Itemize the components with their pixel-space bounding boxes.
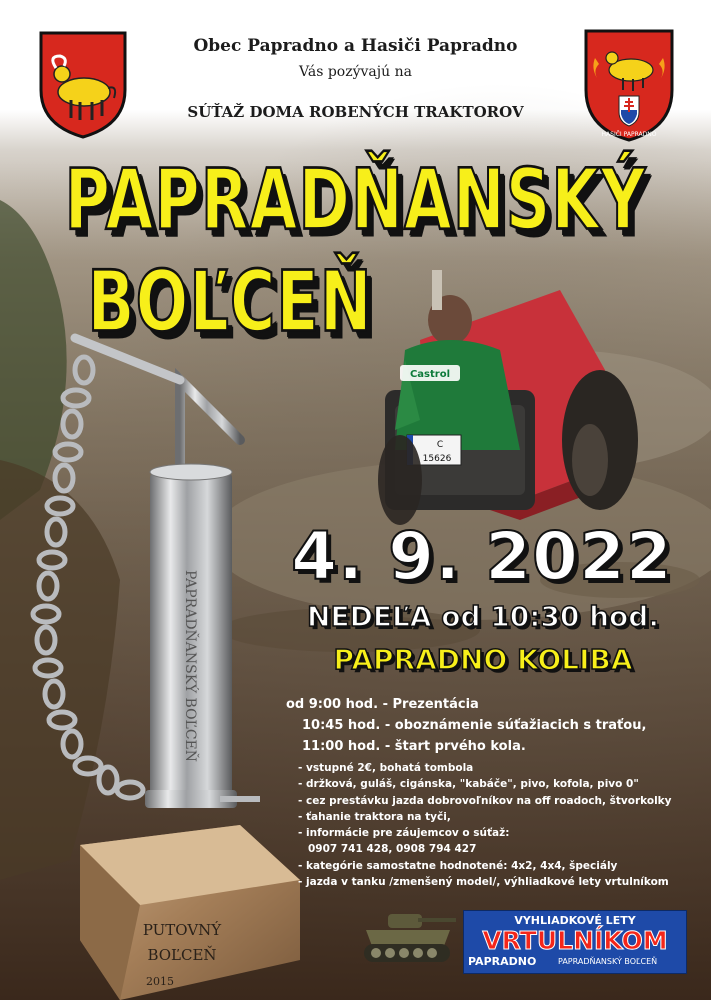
banner-line4: PAPRADŇANSKÝ BOĽCEŇ — [558, 957, 658, 966]
list-item: - jazda v tanku /zmenšený model/, výhliadkové lety vrtulníkom — [298, 876, 669, 889]
invite-text: Vás pozývajú na — [299, 64, 412, 80]
list-item: - informácie pre záujemcov o súťaž: — [298, 827, 510, 840]
banner-line3: PAPRADNO — [468, 955, 537, 968]
plaque-line1: PUTOVNÝ — [142, 921, 222, 939]
chain — [33, 357, 143, 798]
banner-line1: VYHLIADKOVÉ LETY — [514, 914, 636, 927]
info-list — [298, 760, 672, 890]
plaque-year: 2015 — [146, 975, 174, 988]
organizers: Obec Papradno a Hasiči Papradno — [193, 36, 518, 56]
list-item-phone: 0907 741 428, 0908 794 427 — [308, 843, 477, 856]
schedule-item: od 9:00 hod. - Prezentácia — [286, 697, 479, 712]
trophy-image — [0, 320, 300, 1000]
list-item: - ťahanie traktora na tyči, — [298, 810, 451, 823]
trophy-engraving: PAPRADŇANSKÝ BOĽCEŇ — [182, 570, 198, 763]
event-location: PAPRADNO KOLIBA — [333, 643, 633, 676]
crest-text: HASIČI PAPRADNO — [601, 131, 657, 138]
schedule-item: 11:00 hod. - štart prvého kola. — [302, 739, 526, 754]
title-line2: BOĽCEŇ — [87, 252, 373, 351]
list-item: - vstupné 2€, bohatá tombola — [298, 762, 474, 774]
event-day-time: NEDEĽA od 10:30 hod. — [307, 600, 659, 633]
list-item: - cez prestávku jazda dobrovoľníkov na off roadoch, štvorkolky — [298, 794, 672, 807]
list-item: - kategórie samostatne hodnotené: 4x2, 4x4, špeciály — [298, 859, 618, 872]
plaque-line2: BOĽCEŇ — [147, 946, 217, 964]
schedule-item: 10:45 hod. - oboznámenie súťažiacich s traťou, — [302, 718, 647, 733]
plate-number: 15626 — [422, 454, 452, 464]
title-line1: PAPRADŇANSKÝ — [64, 150, 647, 249]
castrol-sticker: Castrol — [409, 369, 451, 380]
plate-top: C — [436, 440, 444, 450]
event-type: SÚŤAŽ DOMA ROBENÝCH TRAKTOROV — [187, 103, 524, 121]
schedule — [286, 694, 646, 757]
tank-icon — [358, 902, 458, 972]
helicopter-banner — [463, 910, 687, 974]
event-date: 4. 9. 2022 — [291, 518, 673, 595]
banner-line2: VRTULNÍKOM — [482, 926, 668, 955]
list-item: - držková, guláš, cigánska, "kabáče", pivo, kofola, pivo 0" — [298, 778, 639, 791]
